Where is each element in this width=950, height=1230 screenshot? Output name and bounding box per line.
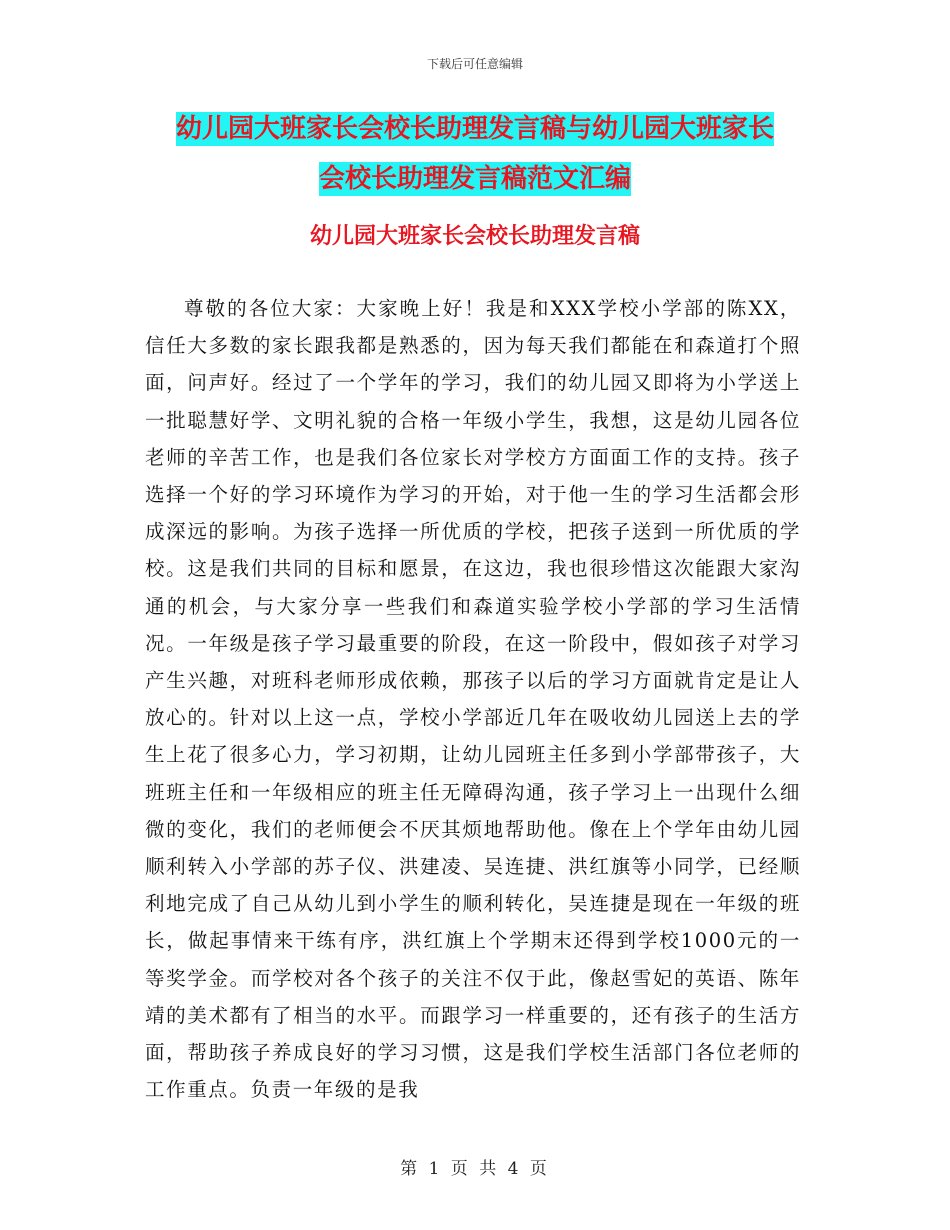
document-title-line-1: 幼儿园大班家长会校长助理发言稿与幼儿园大班家长	[175, 114, 774, 144]
header-note: 下载后可任意编辑	[426, 57, 523, 71]
document-title-line-2: 会校长助理发言稿范文汇编	[318, 164, 631, 194]
page-number-footer: 第 1 页 共 4 页	[400, 1159, 550, 1179]
section-heading: 幼儿园大班家长会校长助理发言稿	[309, 224, 640, 249]
body-paragraph: 尊敬的各位大家：大家晚上好！我是和XXX学校小学部的陈XX，信任大多数的家长跟我都是熟悉的，因为每天我们都能在和森道打个照面，问声好。经过了一个学年的学习，我们的幼儿园又即将为小学送上一批聪慧好学、文明礼貌的合格一年级小学生，我想，这是幼儿园各位老师的辛苦工作，也是我们各位家长对学校方方面面工作的支持。孩子选择一个好的学习环境作为学习的开始，对于他一生的学习生活都会形成深远的影响。为孩子选择一所优质的学校，把孩子送到一所优质的学校。这是我们共同的目标和愿景，在这边，我也很珍惜这次能跟大家沟通的机会，与大家分享一些我们和森道实验学校小学部的学习生活情况。一年级是孩子学习最重要的阶段，在这一阶段中，假如孩子对学习产生兴趣，对班科老师形成依赖，那孩子以后的学习方面就肯定是让人放心的。针对以上这一点，学校小学部近几年在吸收幼儿园送上去的学生上花了很多心力，学习初期，让幼儿园班主任多到小学部带孩子，大班班主任和一年级相应的班主任无障碍沟通，孩子学习上一出现什么细微的变化，我们的老师便会不厌其烦地帮助他。像在上个学年由幼儿园顺利转入小学部的苏子仪、洪建凌、吴连捷、洪红旗等小同学，已经顺利地完成了自己从幼儿到小学生的顺利转化，吴连捷是现在一年级的班长，做起事情来干练有序，洪红旗上个学期末还得到学校1000元的一等奖学金。而学校对各个孩子的关注不仅于此，像赵雪妃的英语、陈年靖的美术都有了相当的水平。而跟学习一样重要的，还有孩子的生活方面，帮助孩子养成良好的学习习惯，这是我们学校生活部门各位老师的工作重点。负责一年级的是我	[145, 297, 801, 1102]
document-title	[130, 104, 820, 204]
